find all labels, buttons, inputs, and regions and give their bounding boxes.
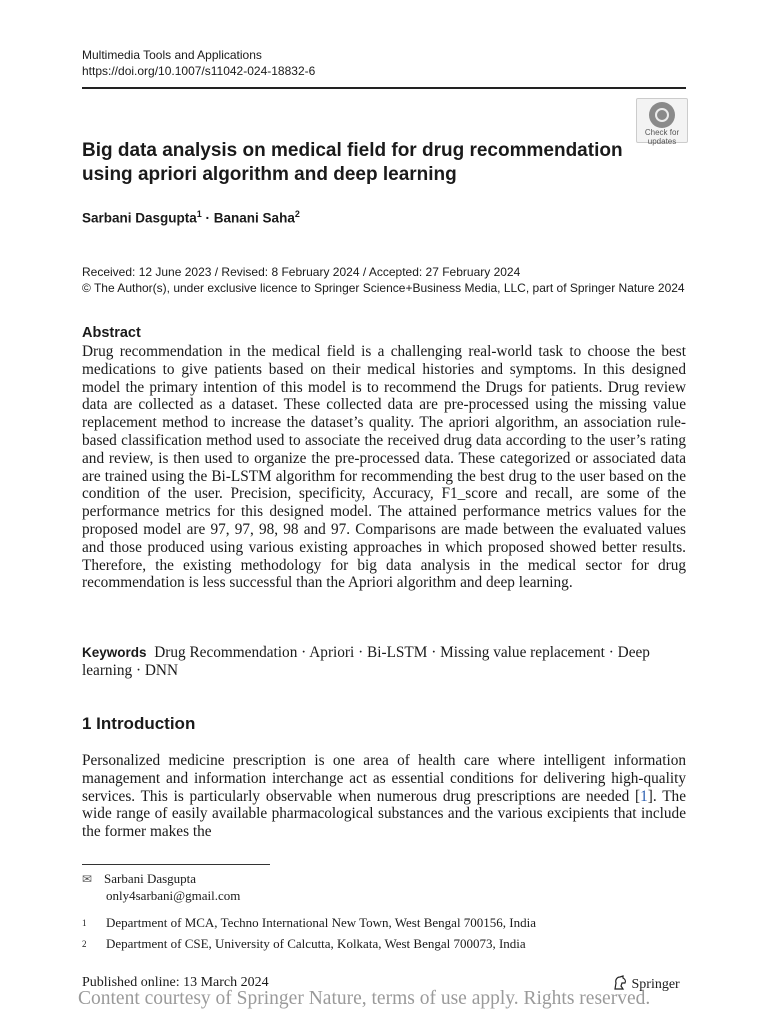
paper-title: Big data analysis on medical field for drug recommendation using apriori algorithm and deep learning (82, 140, 623, 185)
abstract-text: Drug recommendation in the medical field is a challenging real-world task to choose the best medications to give patients based on their medical histories and symptoms. In this designed model the primary intention of this model is to recommend the Drugs for patients. Drug review data are collected as a dataset. These collected data are pre-processed using the missing value replacement method to increase the dataset’s quality. The apriori algorithm, an association rule-based classification method used to associate the received drug data according to the user’s rating and review, is then used to organize the pre-processed data. These categorized or associated data are trained using the Bi-LSTM algorithm for recommending the best drug to the user based on the condition of the user. Precision, specificity, Accuracy, F1_score and recall, are some of the performance metrics for this designed model. The attained performance metrics values for the proposed model are 97, 97, 98, 98 and 97. Comparisons are made between the evaluated values and those produced using various existing approaches in which proposed showed better results. Therefore, the existing methodology for big data analysis in the medical sector for drug recommendation is less successful than the Apriori algorithm and deep learning. (82, 343, 686, 592)
footnote-rule (82, 864, 270, 865)
author-name[interactable]: Sarbani Dasgupta (82, 210, 197, 226)
doi-link[interactable]: https://doi.org/10.1007/s11042-024-18832-6 (82, 63, 316, 78)
author-name[interactable]: Banani Saha (213, 210, 295, 226)
affiliation-note (82, 915, 536, 931)
badge-line-1: Check for (644, 128, 680, 137)
citation-link[interactable]: 1 (640, 787, 648, 805)
affiliation-number: 1 (82, 918, 87, 928)
copyright-line: © The Author(s), under exclusive licence to Springer Science+Business Media, LLC, part of Springer Nature 2024 (82, 280, 685, 295)
update-check-icon (649, 102, 675, 128)
header-rule (82, 87, 686, 89)
dates-line: Received: 12 June 2023 / Revised: 8 February 2024 / Accepted: 27 February 2024 (82, 265, 521, 279)
introduction-text (82, 752, 686, 841)
affiliation-number: 2 (82, 939, 87, 949)
section-heading: 1 Introduction (82, 714, 196, 733)
courtesy-watermark: Content courtesy of Springer Nature, terms of use apply. Rights reserved. (78, 988, 651, 1009)
badge-line-2: updates (647, 137, 677, 146)
keywords (82, 644, 686, 680)
check-for-updates-badge[interactable] (636, 98, 688, 146)
author-separator: · (201, 210, 214, 226)
affiliation-note (82, 936, 526, 952)
affiliation-text: Department of CSE, University of Calcutta, Kolkata, West Bengal 700073, India (106, 936, 526, 951)
corresponding-author (82, 871, 240, 903)
corresponding-email[interactable]: only4sarbani@gmail.com (106, 887, 241, 903)
keywords-label: Keywords (82, 645, 147, 660)
affiliation-marker: 2 (294, 209, 300, 219)
affiliation-marker: 1 (196, 209, 202, 219)
journal-header (82, 48, 315, 79)
intro-text-part: ]. The wide range of easily available pharmacological substances and the various excipients that include the former makes the (82, 787, 686, 841)
affiliation-text: Department of MCA, Techno International New Town, West Bengal 700156, India (106, 915, 537, 930)
author-list (82, 209, 300, 226)
envelope-icon: ✉ (82, 872, 93, 886)
abstract-heading: Abstract (82, 325, 141, 341)
article-history (82, 265, 685, 296)
publisher-name: Springer (631, 977, 680, 992)
published-online: Published online: 13 March 2024 (82, 975, 269, 990)
intro-text-part: Personalized medicine prescription is one area of health care where intelligent information management and information interchange act as essential conditions for delivering high-quality services. This is particularly observable when numerous drug prescriptions are needed [ (82, 752, 686, 805)
corresponding-name: Sarbani Dasgupta (104, 871, 197, 886)
journal-name: Multimedia Tools and Applications (82, 48, 262, 62)
keywords-text: Drug Recommendation · Apriori · Bi-LSTM · Missing value replacement · Deep learning · DNN (82, 644, 650, 679)
